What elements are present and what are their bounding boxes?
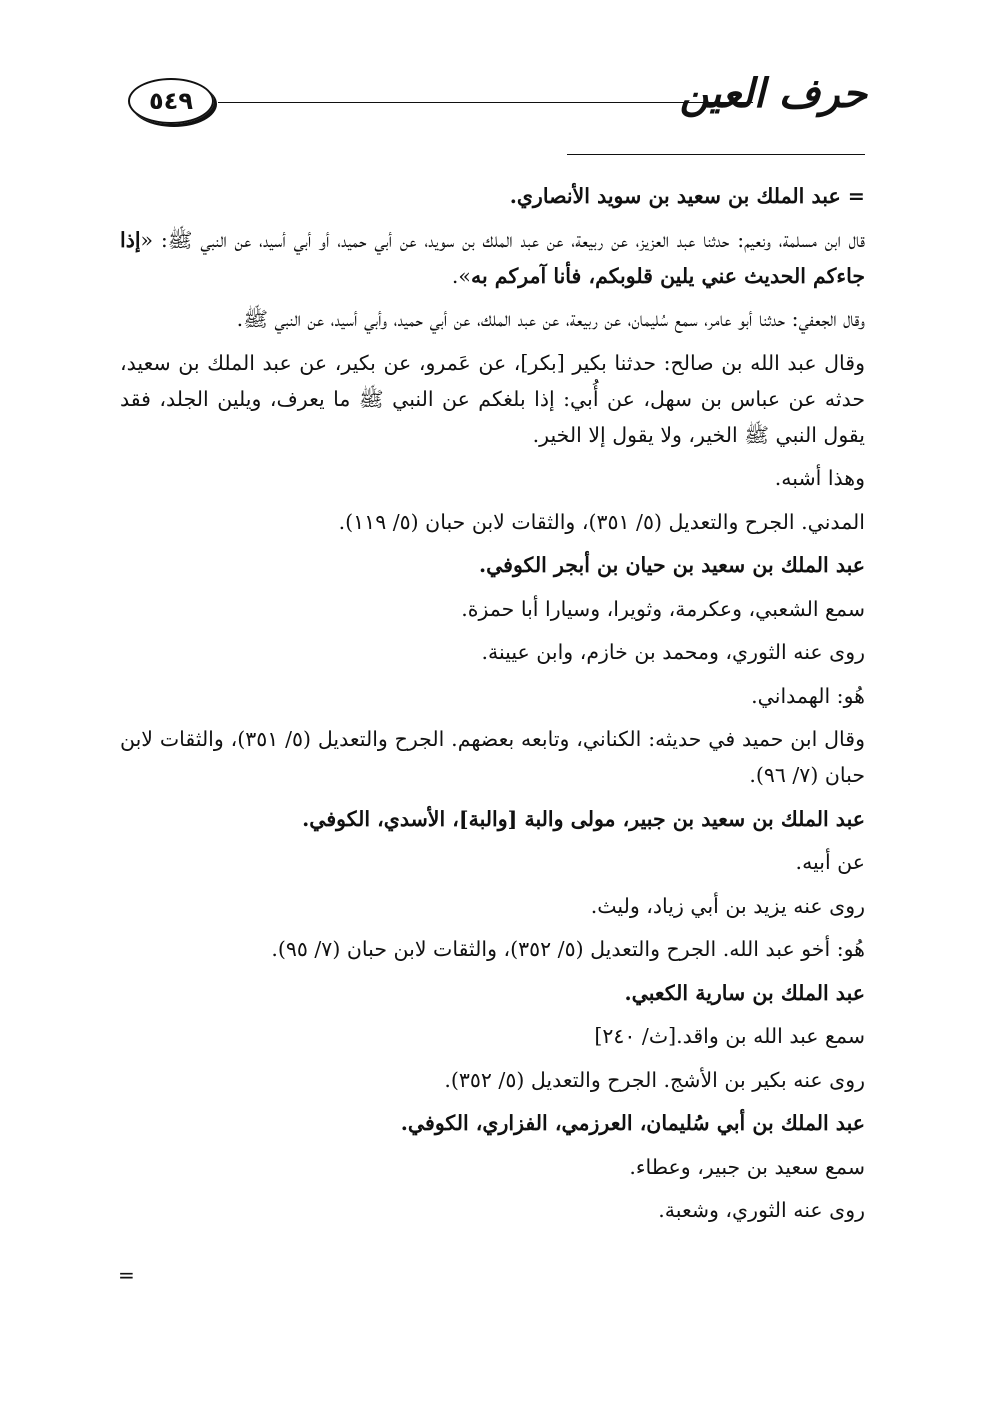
paragraph: سمع عبد الله بن واقد.[ث/ ٢٤٠] [594, 1024, 865, 1048]
hadith-quote: إذا جاءكم الحديث عني يلين قلوبكم، فأنا آمركم به [120, 227, 865, 288]
top-rule [567, 154, 865, 155]
paragraph: وقال ابن حميد في حديثه: الكناني، وتابعه بعضهم. الجرح والتعديل (٥/ ٣٥١)، والثقات لابن حبان (٧/ ٩٦). [120, 727, 865, 787]
paragraph: روى عنه بكير بن الأشج. الجرح والتعديل (٥/ ٣٥٢). [444, 1067, 865, 1092]
continuation-mark: = [118, 1263, 135, 1287]
paragraph: روى عنه الثوري، وشعبة. [658, 1198, 865, 1222]
entry-heading: عبد الملك بن أبي سُليمان، العرزمي، الفزاري، الكوفي. [400, 1111, 865, 1135]
chapter-title: حرف العين [679, 70, 867, 117]
paragraph: سمع سعيد بن جبير، وعطاء. [629, 1154, 865, 1179]
paragraph: روى عنه يزيد بن أبي زياد، وليث. [590, 893, 865, 918]
entry-heading: = عبد الملك بن سعيد بن سويد الأنصاري. [509, 184, 865, 208]
paragraph: روى عنه الثوري، ومحمد بن خازم، وابن عيينة. [481, 640, 865, 664]
entry-heading: عبد الملك بن سارية الكعبي. [624, 980, 865, 1005]
paragraph-text: قال ابن مسلمة، ونعيم: حدثنا عبد العزيز، عن ربيعة، عن عبد الملك بن سويد، عن أبي حميد، أو أبي أسيد، عن النبي ﷺ: « [140, 227, 865, 252]
page-number: ٥٤٩ [128, 78, 214, 124]
entry-heading: عبد الملك بن سعيد بن حيان بن أبجر الكوفي. [478, 553, 865, 577]
paragraph: هُو: أخو عبد الله. الجرح والتعديل (٥/ ٣٥٢)، والثقات لابن حبان (٧/ ٩٥). [271, 937, 865, 961]
paragraph-text: ». [451, 263, 471, 288]
paragraph: وقال الجعفي: حدثنا أبو عامر، سمع سُليمان، عن ربيعة، عن عبد الملك، عن أبي حميد، وأبي أسيد، عن النبي ﷺ. [236, 307, 865, 331]
paragraph: وهذا أشبه. [774, 466, 865, 490]
paragraph: هُو: الهمداني. [751, 683, 865, 708]
paragraph [120, 222, 865, 294]
paragraph: سمع الشعبي، وعكرمة، وثويرا، وسيارا أبا حمزة. [461, 596, 865, 621]
page-header [0, 0, 987, 160]
paragraph: وقال عبد الله بن صالح: حدثنا بكير [بكر]، عن عَمرو، عن بكير، عن عبد الملك بن سعيد، حدثه عن عباس بن سهل، عن أُبي: إذا بلغكم عن النبي ﷺ ما يعرف، ويلين الجلد، فقد يقول النبي ﷺ الخير، ولا يقول إلا الخير. [120, 350, 865, 447]
entry-heading: عبد الملك بن سعيد بن جبير، مولى والبة [والبة]، الأسدي، الكوفي. [302, 806, 865, 831]
paragraph: المدني. الجرح والتعديل (٥/ ٣٥١)، والثقات لابن حبان (٥/ ١١٩). [338, 509, 865, 534]
page-content [120, 178, 865, 1236]
header-rule [218, 102, 753, 103]
paragraph: عن أبيه. [795, 850, 865, 874]
